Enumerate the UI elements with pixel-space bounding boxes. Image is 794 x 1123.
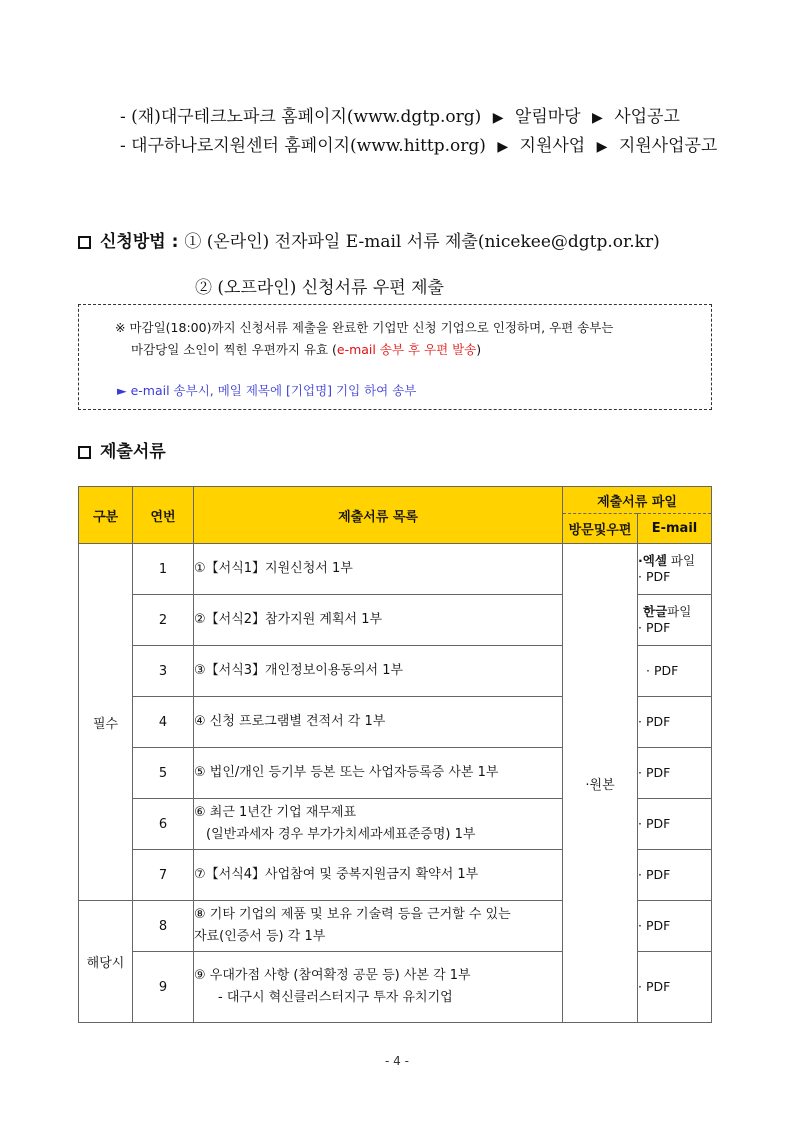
category-applicable: 해당시 [79,901,133,1023]
apply-method-offline: ② (오프라인) 신청서류 우편 제출 [195,278,444,298]
header-visit-mail: 방문및우편 [563,514,638,544]
notice-emphasis: e-mail 송부 후 우편 발송 [336,342,477,357]
row-number: 9 [133,952,194,1023]
file-format [638,544,712,595]
notice-line-email-subject: ► e-mail 송부시, 메일 제목에 [기업명] 기입 하여 송부 [117,383,417,398]
reference-links [120,103,717,161]
row-number: 5 [133,748,194,799]
header-doc-list: 제출서류 목록 [194,487,563,544]
row-number: 2 [133,595,194,646]
format-pdf: · PDF [638,620,671,635]
table-row [79,544,712,595]
page-number: - 4 - [385,1054,409,1068]
notice-line-deadline: ※ 마감일(18:00)까지 신청서류 제출을 완료한 기업만 신청 기업으로 인정하며, 우편 송부는 [115,320,614,335]
doc-item: ②【서식2】참가지원 계획서 1부 [194,595,563,646]
notice-line-postmark [131,340,481,358]
play-arrow-icon: ▶ [492,110,504,126]
link-step: 알림마당 [514,107,581,127]
doc-item [194,952,563,1023]
header-file-group: 제출서류 파일 [563,487,712,514]
header-email: E-mail [638,514,712,544]
link-text[interactable]: - (재)대구테크노파크 홈페이지(www.dgtp.org) [120,107,482,127]
doc-item-line: ⑧ 기타 기업의 제품 및 보유 기술력 등을 근거할 수 있는 [194,907,511,922]
doc-item: ③【서식3】개인정보이용동의서 1부 [194,646,563,697]
file-format: · PDF [638,697,712,748]
apply-method-title: 신청방법 : [100,232,179,252]
file-format: · PDF [638,952,712,1023]
doc-item-line: 자료(인증서 등) 각 1부 [194,929,326,944]
play-arrow-icon: ▶ [596,139,608,155]
notice-box [78,304,712,410]
row-number: 6 [133,799,194,850]
row-number: 3 [133,646,194,697]
doc-item-line: ⑨ 우대가점 사항 (참여확정 공문 등) 사본 각 1부 [194,968,471,983]
row-number: 1 [133,544,194,595]
doc-item [194,799,563,850]
format-highlight: 한글 [643,604,668,619]
link-row-dgtp [120,103,717,132]
link-step: 사업공고 [614,107,680,127]
format-text: 파일 [666,553,696,568]
header-number: 연번 [133,487,194,544]
row-number: 7 [133,850,194,901]
format-pdf: · PDF [638,569,671,584]
checkbox-icon [78,236,91,249]
link-text[interactable]: - 대구하나로지원센터 홈페이지(www.hittp.org) [120,136,486,156]
play-arrow-icon: ▶ [592,110,603,126]
apply-method-online: ① (온라인) 전자파일 E-mail 서류 제출(nicekee@dgtp.or.kr) [184,232,660,252]
doc-item-line: (일반과세자 경우 부가가치세과세표준증명) 1부 [206,827,476,842]
notice-text: ) [476,342,482,357]
doc-item: ④ 신청 프로그램별 견적서 각 1부 [194,697,563,748]
doc-item: ⑤ 법인/개인 등기부 등본 또는 사업자등록증 사본 1부 [194,748,563,799]
documents-table [78,486,712,1023]
link-step: 지원사업 [519,136,586,156]
doc-item-line: ⑥ 최근 1년간 기업 재무제표 [194,805,357,820]
doc-item: ①【서식1】지원신청서 1부 [194,544,563,595]
link-row-hittp [120,132,717,161]
row-number: 4 [133,697,194,748]
header-category: 구분 [79,487,133,544]
file-format: · PDF [638,748,712,799]
doc-item [194,901,563,952]
docs-section-title: 제출서류 [100,442,166,462]
checkbox-icon [78,446,91,459]
file-format: · PDF [638,799,712,850]
file-format: · PDF [638,850,712,901]
file-format [638,595,712,646]
doc-item: ⑦【서식4】사업참여 및 중복지원금지 확약서 1부 [194,850,563,901]
play-arrow-icon: ▶ [497,139,509,155]
docs-section-heading [78,437,166,462]
file-format: · PDF [638,901,712,952]
link-step: 지원사업공고 [618,136,718,156]
format-highlight: ·엑셀 [638,553,667,568]
row-number: 8 [133,901,194,952]
apply-method-heading [78,227,660,252]
category-required: 필수 [79,544,133,901]
submit-original: ·원본 [563,544,638,1023]
file-format: · PDF [638,646,712,697]
notice-text: 마감당일 소인이 찍힌 우편까지 유효 ( [131,342,337,357]
format-text: 파일 [667,604,692,619]
doc-item-line: - 대구시 혁신클러스터지구 투자 유치기업 [218,990,453,1005]
